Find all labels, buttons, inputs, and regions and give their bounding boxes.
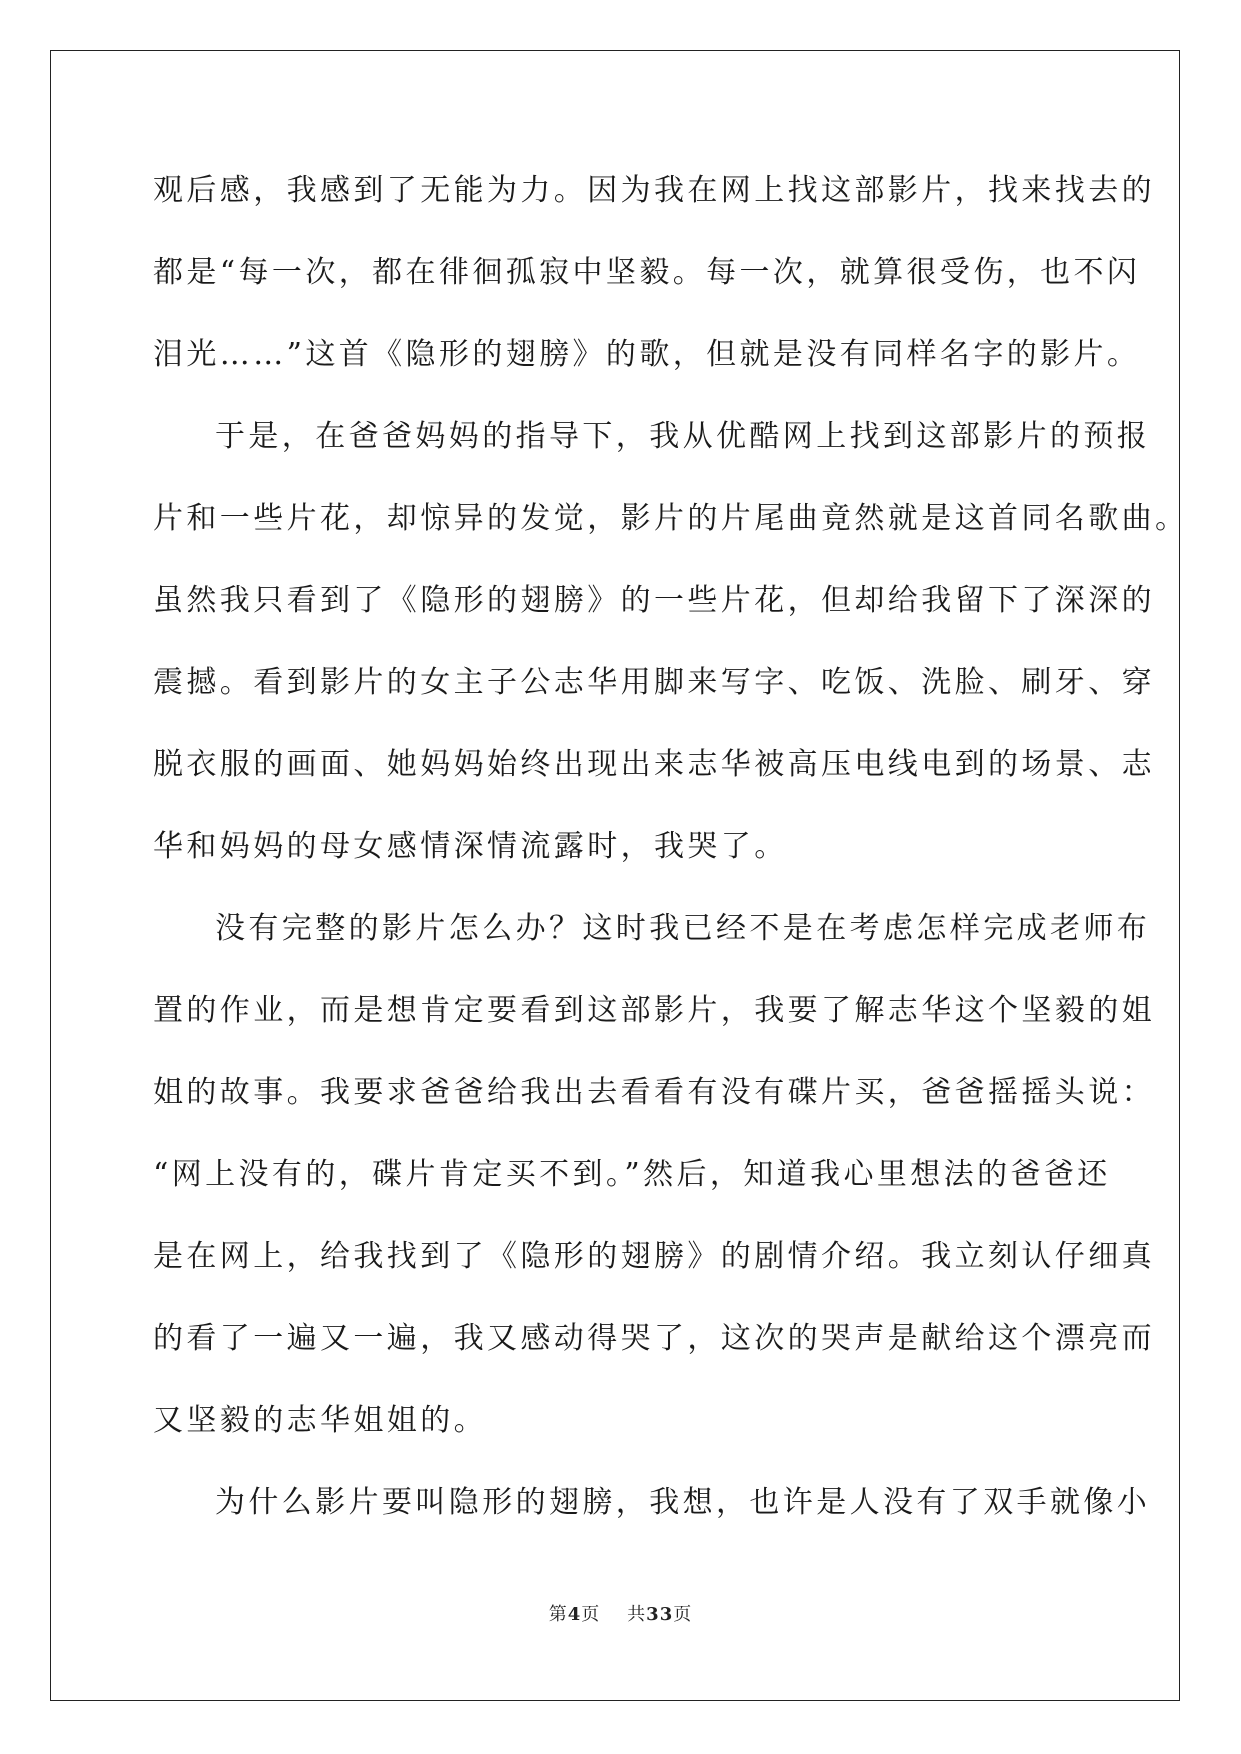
total-pages: 33 (646, 1604, 674, 1625)
text-line: 虽然我只看到了《隐形的翅膀》的一些片花，但却给我留下了深深的 (153, 583, 1155, 618)
text-line: 是在网上，给我找到了《隐形的翅膀》的剧情介绍。我立刻认仔细真 (153, 1239, 1155, 1274)
text-line: 观后感，我感到了无能为力。因为我在网上找这部影片，找来找去的 (153, 173, 1155, 208)
text-line: 姐的故事。我要求爸爸给我出去看看有没有碟片买，爸爸摇摇头说： (153, 1075, 1155, 1110)
text-line: 泪光……”这首《隐形的翅膀》的歌，但就是没有同样名字的影片。 (153, 337, 1141, 372)
text-line: 为什么影片要叫隐形的翅膀，我想，也许是人没有了双手就像小 (215, 1485, 1151, 1520)
page-prefix: 第 (548, 1604, 568, 1625)
text-line: 片和一些片花，却惊异的发觉，影片的片尾曲竟然就是这首同名歌曲。 (153, 501, 1189, 536)
page-suffix: 页 (581, 1604, 601, 1625)
text-line: 的看了一遍又一遍，我又感动得哭了，这次的哭声是献给这个漂亮而 (153, 1321, 1155, 1356)
text-line: 震撼。看到影片的女主子公志华用脚来写字、吃饭、洗脸、刷牙、穿 (153, 665, 1155, 700)
text-line: 脱衣服的画面、她妈妈始终出现出来志华被高压电线电到的场景、志 (153, 747, 1155, 782)
page-number: 4 (567, 1604, 582, 1625)
text-line: 置的作业，而是想肯定要看到这部影片，我要了解志华这个坚毅的姐 (153, 993, 1155, 1028)
text-line: 都是“每一次，都在徘徊孤寂中坚毅。每一次，就算很受伤，也不闪 (153, 255, 1141, 290)
text-line: 又坚毅的志华姐姐的。 (153, 1403, 487, 1438)
text-line: 没有完整的影片怎么办？这时我已经不是在考虑怎样完成老师布 (215, 911, 1151, 946)
text-line: 于是，在爸爸妈妈的指导下，我从优酷网上找到这部影片的预报 (215, 419, 1151, 454)
text-line: 华和妈妈的母女感情深情流露时，我哭了。 (153, 829, 788, 864)
total-prefix: 共 (627, 1604, 647, 1625)
page-footer (0, 1600, 1241, 1626)
text-line: “网上没有的，碟片肯定买不到。”然后，知道我心里想法的爸爸还 (153, 1157, 1111, 1192)
total-suffix: 页 (673, 1604, 693, 1625)
document-body (153, 160, 1189, 1554)
